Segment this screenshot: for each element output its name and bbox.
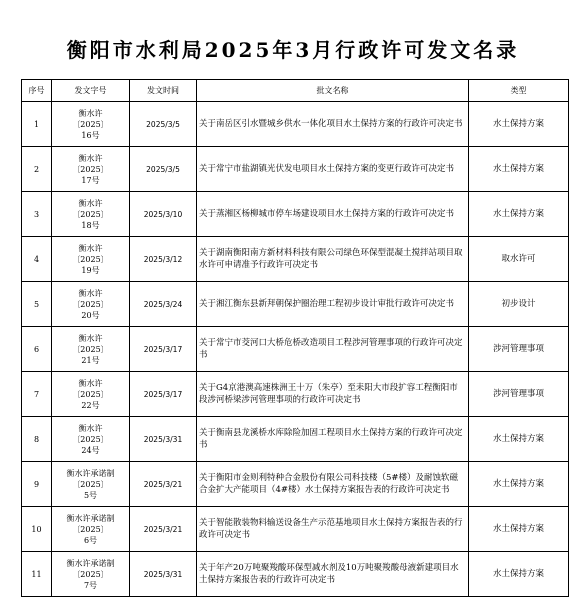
- docno-line: 18号: [81, 220, 100, 230]
- row-seq: 5: [22, 282, 52, 327]
- table-row: [22, 372, 569, 417]
- row-date: 2025/3/12: [130, 237, 197, 282]
- docno-line: 衡水许承诺制: [66, 513, 115, 523]
- row-document-name: 关于湖南衡阳南方新材料科技有限公司绿色环保型混凝土搅拌站项目取水许可申请准予行政许可决定书: [197, 237, 469, 282]
- docno-line: 衡水许承诺制: [66, 468, 115, 478]
- row-document-name: 关于衡阳市金则利特种合金股份有限公司科技楼（5#楼）及耐蚀软磁合金扩大产能项目（4#楼）水土保持方案报告表的行政许可决定书: [197, 462, 469, 507]
- table-row: [22, 102, 569, 147]
- docno-line: 17号: [81, 175, 100, 185]
- row-docno: [52, 372, 130, 417]
- row-kind: 初步设计: [469, 282, 569, 327]
- docno-line: 衡水许: [78, 243, 103, 253]
- docno-line: 衡水许承诺制: [66, 558, 115, 568]
- docno-line: 衡水许: [78, 153, 103, 163]
- docno-line: 衡水许: [78, 198, 103, 208]
- header-seq: 序号: [22, 80, 52, 102]
- row-date: 2025/3/17: [130, 372, 197, 417]
- row-document-name: 关于衡南县龙溪桥水库除险加固工程项目水土保持方案的行政许可决定书: [197, 417, 469, 462]
- row-kind: 水土保持方案: [469, 552, 569, 597]
- row-document-name: 关于常宁市茭河口大桥危桥改造项目工程涉河管理事项的行政许可决定书: [197, 327, 469, 372]
- header-date: 发文时间: [130, 80, 197, 102]
- row-seq: 1: [22, 102, 52, 147]
- table-row: [22, 507, 569, 552]
- row-date: 2025/3/17: [130, 327, 197, 372]
- docno-line: 7号: [83, 580, 98, 590]
- row-date: 2025/3/31: [130, 552, 197, 597]
- row-kind: 水土保持方案: [469, 192, 569, 237]
- docno-line: 〔2025〕: [72, 119, 109, 129]
- row-kind: 涉河管理事项: [469, 327, 569, 372]
- docno-line: 〔2025〕: [72, 479, 109, 489]
- table-row: [22, 147, 569, 192]
- docno-line: 衡水许: [78, 378, 103, 388]
- header-name: 批文名称: [197, 80, 469, 102]
- row-document-name: 关于常宁市盐湖镇光伏发电项目水土保持方案的变更行政许可决定书: [197, 147, 469, 192]
- docno-line: 24号: [81, 445, 100, 455]
- row-kind: 水土保持方案: [469, 147, 569, 192]
- row-document-name: 关于年产20万吨聚羧酸环保型减水剂及10万吨聚羧酸母液新建项目水土保持方案报告表的行政许可决定书: [197, 552, 469, 597]
- table-row: [22, 462, 569, 507]
- docno-line: 〔2025〕: [72, 569, 109, 579]
- docno-line: 〔2025〕: [72, 434, 109, 444]
- table-row: [22, 552, 569, 597]
- row-date: 2025/3/5: [130, 102, 197, 147]
- docno-line: 6号: [83, 535, 98, 545]
- row-seq: 3: [22, 192, 52, 237]
- row-document-name: 关于G4京港澳高速株洲王十万（朱亭）至耒阳大市段扩容工程衡阳市段涉河桥梁涉河管理事项的行政许可决定书: [197, 372, 469, 417]
- row-docno: [52, 417, 130, 462]
- table-row: [22, 327, 569, 372]
- row-docno: [52, 237, 130, 282]
- docno-line: 16号: [81, 130, 100, 140]
- row-date: 2025/3/21: [130, 462, 197, 507]
- row-date: 2025/3/5: [130, 147, 197, 192]
- docno-line: 衡水许: [78, 108, 103, 118]
- docno-line: 5号: [83, 490, 98, 500]
- docno-line: 衡水许: [78, 423, 103, 433]
- docno-line: 〔2025〕: [72, 164, 109, 174]
- row-seq: 9: [22, 462, 52, 507]
- table-body: [22, 102, 569, 597]
- row-document-name: 关于蒸湘区杨柳城市停车场建设项目水土保持方案的行政许可决定书: [197, 192, 469, 237]
- docno-line: 〔2025〕: [72, 389, 109, 399]
- docno-line: 〔2025〕: [72, 299, 109, 309]
- docno-line: 22号: [81, 400, 100, 410]
- docno-line: 〔2025〕: [72, 344, 109, 354]
- docno-line: 〔2025〕: [72, 209, 109, 219]
- row-seq: 10: [22, 507, 52, 552]
- header-kind: 类型: [469, 80, 569, 102]
- docno-line: 衡水许: [78, 333, 103, 343]
- row-seq: 8: [22, 417, 52, 462]
- row-seq: 4: [22, 237, 52, 282]
- permit-table: [21, 79, 569, 597]
- table-header-row: [22, 80, 569, 102]
- docno-line: 21号: [81, 355, 100, 365]
- row-docno: [52, 552, 130, 597]
- row-kind: 水土保持方案: [469, 102, 569, 147]
- row-docno: [52, 282, 130, 327]
- row-kind: 水土保持方案: [469, 507, 569, 552]
- row-kind: 涉河管理事项: [469, 372, 569, 417]
- header-docno: 发文字号: [52, 80, 130, 102]
- row-docno: [52, 507, 130, 552]
- table-row: [22, 417, 569, 462]
- row-docno: [52, 192, 130, 237]
- row-document-name: 关于南岳区引水暨城乡供水一体化项目水土保持方案的行政许可决定书: [197, 102, 469, 147]
- docno-line: 〔2025〕: [72, 254, 109, 264]
- row-docno: [52, 102, 130, 147]
- row-date: 2025/3/21: [130, 507, 197, 552]
- row-kind: 取水许可: [469, 237, 569, 282]
- row-docno: [52, 147, 130, 192]
- row-date: 2025/3/24: [130, 282, 197, 327]
- row-date: 2025/3/10: [130, 192, 197, 237]
- row-date: 2025/3/31: [130, 417, 197, 462]
- table-row: [22, 282, 569, 327]
- docno-line: 20号: [81, 310, 100, 320]
- row-seq: 11: [22, 552, 52, 597]
- row-seq: 6: [22, 327, 52, 372]
- row-kind: 水土保持方案: [469, 417, 569, 462]
- table-row: [22, 192, 569, 237]
- docno-line: 19号: [81, 265, 100, 275]
- docno-line: 衡水许: [78, 288, 103, 298]
- row-docno: [52, 327, 130, 372]
- row-kind: 水土保持方案: [469, 462, 569, 507]
- docno-line: 〔2025〕: [72, 524, 109, 534]
- row-docno: [52, 462, 130, 507]
- document-title: 衡阳市水利局2025年3月行政许可发文名录: [66, 38, 520, 62]
- table-row: [22, 237, 569, 282]
- row-document-name: 关于智能散装物料输送设备生产示范基地项目水土保持方案报告表的行政许可决定书: [197, 507, 469, 552]
- row-document-name: 关于湘江衡东县新拜朝保护圈治理工程初步设计审批行政许可决定书: [197, 282, 469, 327]
- row-seq: 2: [22, 147, 52, 192]
- row-seq: 7: [22, 372, 52, 417]
